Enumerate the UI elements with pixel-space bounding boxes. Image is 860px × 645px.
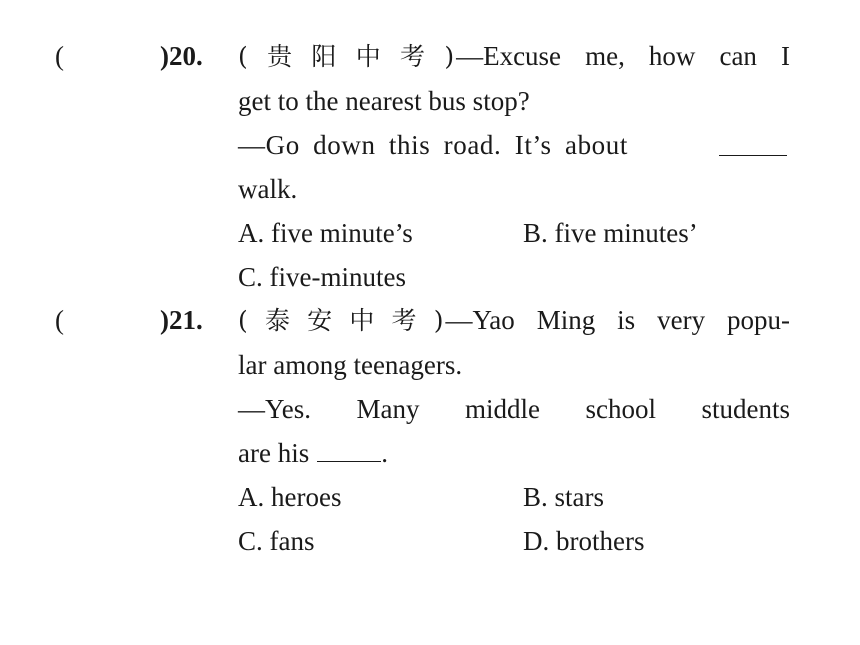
question-prompt: —Excuse me, how can I [456,41,790,71]
question-line-4: walk. [238,174,298,204]
question-body [238,34,790,299]
question-number: )20. [160,41,203,71]
options-row-1 [238,211,790,255]
question-line-2: lar among teenagers. [238,350,463,380]
before-blank-text: are his [238,438,310,468]
question-number: )21. [160,305,203,335]
question-line-3: —Yes. Many middle school students [238,394,790,424]
question-prompt: —Yao Ming is very popu- [445,305,790,335]
question-line-1 [238,298,790,343]
question-source: (泰安中考) [238,306,446,335]
options-row-1 [238,475,790,519]
options-row-2 [238,255,790,299]
answer-bracket-open[interactable]: ( [55,305,64,335]
question-body [238,298,790,563]
option-b[interactable]: B. five minutes’ [523,218,698,248]
reply-text: —Go down this road. It’s about [238,130,628,160]
option-a[interactable]: A. heroes [238,482,342,512]
question-line-2: get to the nearest bus stop? [238,86,530,116]
question-line-1 [238,34,790,79]
answer-blank[interactable] [719,133,787,156]
option-c[interactable]: C. five-minutes [238,262,406,292]
question-line-3 [238,123,790,167]
option-d[interactable]: D. brothers [523,526,645,556]
options-row-2 [238,519,790,563]
answer-bracket-open[interactable]: ( [55,41,64,71]
blank-end: . [381,438,388,468]
question-line-4 [238,431,790,475]
option-c[interactable]: C. fans [238,526,315,556]
option-a[interactable]: A. five minute’s [238,218,413,248]
answer-blank[interactable] [317,439,381,462]
question-source: (贵阳中考) [238,42,457,71]
option-b[interactable]: B. stars [523,482,604,512]
